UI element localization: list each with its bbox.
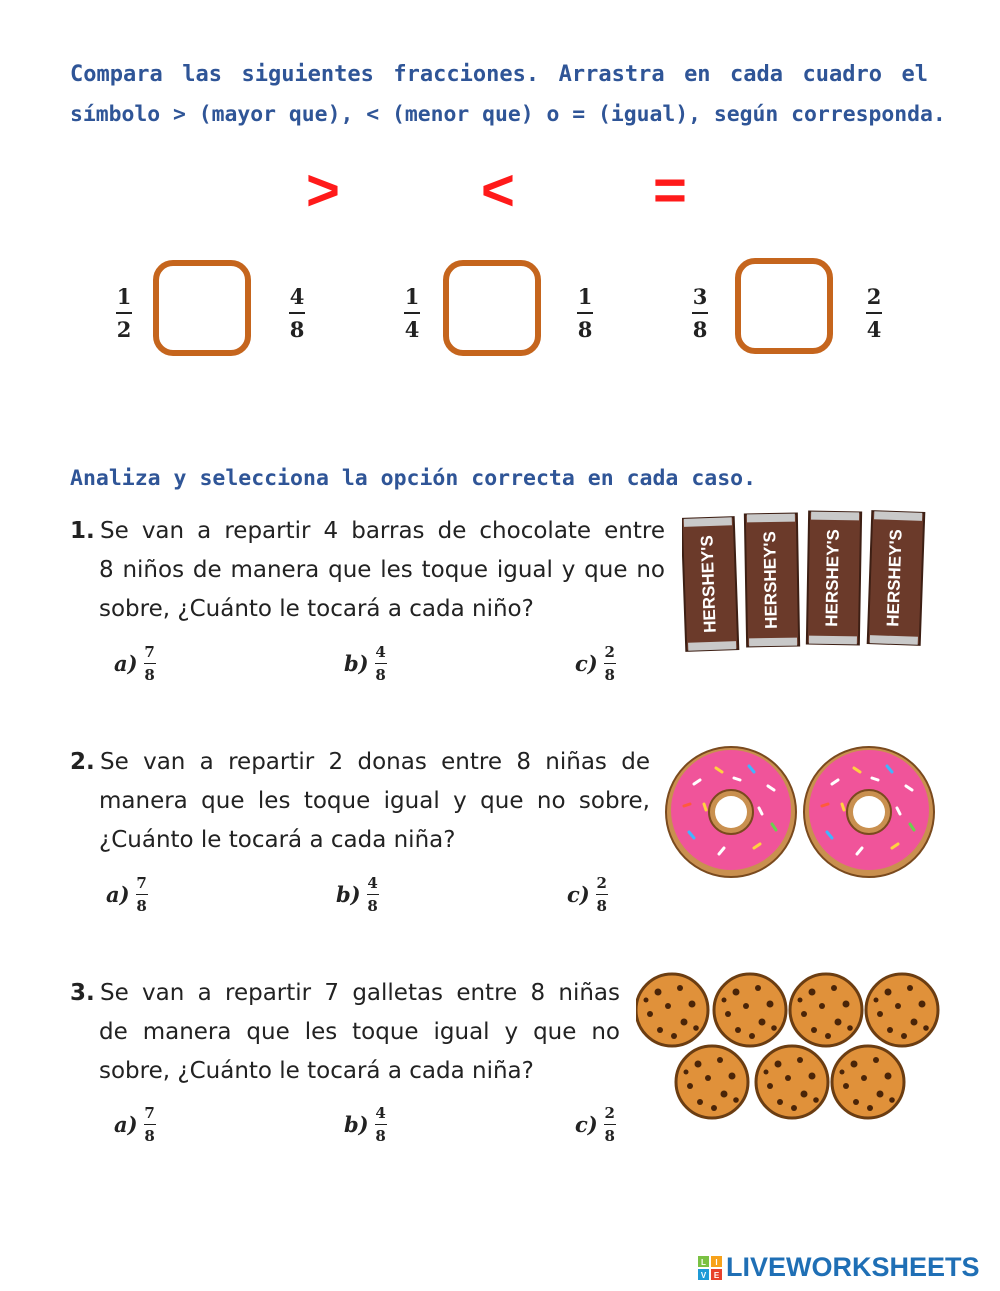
numerator: 1 xyxy=(404,284,420,309)
option-label: b) xyxy=(336,882,361,907)
logo-letter-v: V xyxy=(700,1270,707,1280)
denominator: 8 xyxy=(375,666,386,684)
fraction-bar xyxy=(404,312,420,314)
liveworksheets-brand: LIVEWORKSHEETS xyxy=(726,1252,980,1282)
comparison-2-right-fraction xyxy=(577,284,593,342)
option-label: a) xyxy=(114,1112,138,1137)
logo-letter-e: E xyxy=(713,1270,720,1280)
question-3-line-3: sobre, ¿Cuánto le tocará a cada niña? xyxy=(99,1058,534,1084)
donuts-svg xyxy=(664,744,940,880)
comparison-1-right-fraction xyxy=(289,284,305,342)
question-3 xyxy=(70,974,620,1091)
cookie-5 xyxy=(676,1046,748,1118)
option-fraction xyxy=(144,643,156,684)
comparison-3-left-fraction xyxy=(692,284,708,342)
option-fraction xyxy=(604,643,616,684)
denominator: 2 xyxy=(116,317,132,342)
option-label: c) xyxy=(575,1112,598,1137)
denominator: 8 xyxy=(375,1127,386,1145)
question-2-line-1: Se van a repartir 2 donas entre 8 niñas de xyxy=(100,749,650,775)
option-label: a) xyxy=(106,882,130,907)
fraction-bar xyxy=(289,312,305,314)
numerator: 4 xyxy=(367,874,378,892)
denominator: 4 xyxy=(866,317,882,342)
numerator: 2 xyxy=(604,1104,615,1122)
instruction-line-2: símbolo > (mayor que), < (menor que) o = (igual), según corresponda. xyxy=(70,102,946,127)
question-1 xyxy=(70,512,665,629)
option-label: a) xyxy=(114,651,138,676)
fraction-bar xyxy=(375,663,387,664)
denominator: 8 xyxy=(144,1127,155,1145)
denominator: 8 xyxy=(692,317,708,342)
chocolate-bar-4 xyxy=(868,511,925,645)
denominator: 8 xyxy=(604,1127,615,1145)
chocolate-bar-2-brand: HERSHEY'S xyxy=(760,531,781,629)
numerator: 7 xyxy=(144,643,155,661)
denominator: 8 xyxy=(289,317,305,342)
numerator: 3 xyxy=(692,284,708,309)
fraction-bar xyxy=(604,1124,616,1125)
chocolate-bar-1 xyxy=(682,517,738,651)
fraction-bar xyxy=(866,312,882,314)
denominator: 8 xyxy=(136,897,147,915)
question-2-option-a[interactable] xyxy=(106,874,148,915)
fraction-bar xyxy=(692,312,708,314)
cookie-3 xyxy=(790,974,862,1046)
question-2-line-2: manera que les toque igual y que no sobre, xyxy=(99,788,650,814)
comparison-2-drop-box[interactable] xyxy=(443,260,541,356)
question-3-option-b[interactable] xyxy=(344,1104,387,1145)
fraction-bar xyxy=(596,894,608,895)
question-1-option-c[interactable] xyxy=(575,643,616,684)
fraction-bar xyxy=(136,894,148,895)
chocolate-bars-image xyxy=(682,510,927,652)
logo-letter-i: I xyxy=(715,1257,718,1267)
question-2 xyxy=(70,743,650,860)
donut-1 xyxy=(666,747,796,877)
option-label: c) xyxy=(575,651,598,676)
numerator: 4 xyxy=(375,643,386,661)
fraction-bar xyxy=(375,1124,387,1125)
comparison-3-right-fraction xyxy=(866,284,882,342)
cookie-7 xyxy=(832,1046,904,1118)
section-2-title: Analiza y selecciona la opción correcta en cada caso. xyxy=(70,466,757,491)
denominator: 8 xyxy=(144,666,155,684)
option-fraction xyxy=(604,1104,616,1145)
numerator: 4 xyxy=(375,1104,386,1122)
question-1-line-3: sobre, ¿Cuánto le tocará a cada niño? xyxy=(99,596,534,622)
denominator: 8 xyxy=(604,666,615,684)
option-fraction xyxy=(375,643,387,684)
cookie-6 xyxy=(756,1046,828,1118)
chocolate-bar-4-brand: HERSHEY'S xyxy=(883,528,906,628)
option-fraction xyxy=(367,874,379,915)
chocolate-bar-3-brand: HERSHEY'S xyxy=(822,529,843,627)
comparison-2-left-fraction xyxy=(404,284,420,342)
chocolate-bars-svg xyxy=(682,510,927,652)
numerator: 2 xyxy=(604,643,615,661)
numerator: 1 xyxy=(577,284,593,309)
less-than-symbol[interactable]: < xyxy=(481,158,515,223)
cookie-2 xyxy=(714,974,786,1046)
cookies-image xyxy=(636,972,940,1122)
fraction-bar xyxy=(144,1124,156,1125)
logo-letter-l: L xyxy=(701,1257,706,1267)
equal-symbol[interactable]: = xyxy=(653,158,687,223)
question-2-option-b[interactable] xyxy=(336,874,379,915)
denominator: 8 xyxy=(596,897,607,915)
question-3-line-1: Se van a repartir 7 galletas entre 8 niñas xyxy=(100,980,620,1006)
comparison-1-drop-box[interactable] xyxy=(153,260,251,356)
numerator: 2 xyxy=(866,284,882,309)
question-1-line-2: 8 niños de manera que les toque igual y que no xyxy=(99,557,665,583)
question-2-number: 2. xyxy=(70,749,95,775)
question-3-option-c[interactable] xyxy=(575,1104,616,1145)
cookies-svg xyxy=(636,972,940,1122)
question-2-line-3: ¿Cuánto le tocará a cada niña? xyxy=(99,827,456,853)
question-3-number: 3. xyxy=(70,980,95,1006)
option-label: c) xyxy=(567,882,590,907)
fraction-bar xyxy=(577,312,593,314)
liveworksheets-footer xyxy=(698,1252,980,1283)
option-label: b) xyxy=(344,1112,369,1137)
cookie-1 xyxy=(636,974,708,1046)
question-1-line-1: Se van a repartir 4 barras de chocolate entre xyxy=(100,518,665,544)
chocolate-bar-2 xyxy=(745,514,799,647)
fraction-bar xyxy=(604,663,616,664)
chocolate-bar-1-brand: HERSHEY'S xyxy=(697,534,720,634)
fraction-bar xyxy=(367,894,379,895)
instruction-line-1: Compara las siguientes fracciones. Arrastra en cada cuadro el xyxy=(70,62,928,87)
question-1-option-a[interactable] xyxy=(114,643,156,684)
donut-2 xyxy=(804,747,934,877)
numerator: 7 xyxy=(136,874,147,892)
question-1-option-b[interactable] xyxy=(344,643,387,684)
fraction-bar xyxy=(144,663,156,664)
option-fraction xyxy=(375,1104,387,1145)
cookie-4 xyxy=(866,974,938,1046)
numerator: 4 xyxy=(289,284,305,309)
chocolate-bar-3 xyxy=(807,512,861,645)
numerator: 1 xyxy=(116,284,132,309)
donuts-image xyxy=(664,744,940,880)
option-fraction xyxy=(596,874,608,915)
option-fraction xyxy=(144,1104,156,1145)
greater-than-symbol[interactable]: > xyxy=(306,158,340,223)
numerator: 7 xyxy=(144,1104,155,1122)
denominator: 8 xyxy=(367,897,378,915)
denominator: 4 xyxy=(404,317,420,342)
comparison-1-left-fraction xyxy=(116,284,132,342)
denominator: 8 xyxy=(577,317,593,342)
question-2-option-c[interactable] xyxy=(567,874,608,915)
question-1-number: 1. xyxy=(70,518,95,544)
question-3-line-2: de manera que les toque igual y que no xyxy=(99,1019,620,1045)
option-label: b) xyxy=(344,651,369,676)
numerator: 2 xyxy=(596,874,607,892)
question-3-option-a[interactable] xyxy=(114,1104,156,1145)
fraction-bar xyxy=(116,312,132,314)
liveworksheets-logo-icon xyxy=(698,1256,722,1280)
option-fraction xyxy=(136,874,148,915)
comparison-3-drop-box[interactable] xyxy=(735,258,833,354)
